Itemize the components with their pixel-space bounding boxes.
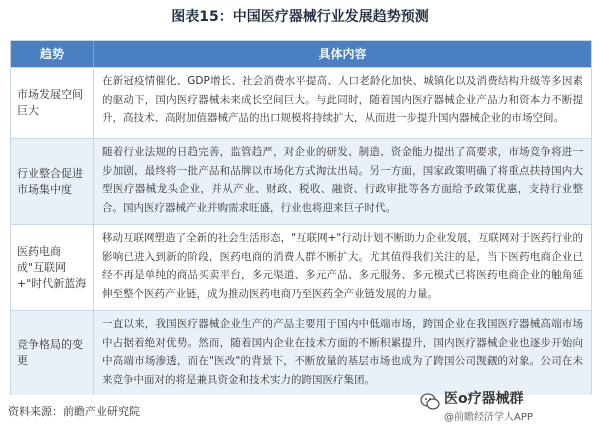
- trend-cell: 市场发展空间巨大: [17, 88, 83, 117]
- figure-title: 图表15：中国医疗器械行业发展趋势预测: [171, 9, 429, 25]
- content-cell: 移动互联网塑造了全新的社会生活形态，"互联网+"行动计划不断助力企业发展，互联网对于医药行业的影响已进入到新的阶段，医药电商的消费人群不断扩大。尤其值得我们关注的是，当下医药电商企业已经不再是单纯的商品买卖平台，多元渠道、多元产品、多元服务、多元模式已将医药电商企业的触角延伸至整个医药产业链，成为推动医药电商乃至医药全产业链发展的力量。: [93, 225, 591, 310]
- content-cell: 在新冠疫情催化、GDP增长、社会消费水平提高、人口老龄化加快、城镇化以及消费结构升级等多因素的驱动下，国内医疗器械未来成长空间巨大。与此同时，随着国内医疗器械企业产品力和资本力不断提升，高技术、高附加值器械产品的出口规模将持续扩大，从而进一步提升国内器械企业的市场空间。: [93, 68, 591, 138]
- source-note: 资料来源：前瞻产业研究院: [8, 405, 140, 418]
- trend-cell: 竞争格局的变更: [17, 338, 83, 367]
- table-row: [11, 224, 591, 310]
- wechat-bubble-icon: [420, 392, 440, 412]
- header-content: 具体内容: [93, 41, 591, 67]
- trend-cell: 行业整合促进市场集中度: [17, 166, 83, 196]
- content-cell: 一直以来，我国医疗器械企业生产的产品主要用于国内中低端市场，跨国企业在我国医疗器械高端市场中占据着绝对优势。然而，随着国内企业在技术方面的不断积累提升，国内医疗器械企业也逐步开始向中高端市场渗透，而在"医改"的背景下，不断放量的基层市场也成为了跨国公司觊觎的对象。公司在未来竞争中面对的将是兼具资金和技术实力的跨国医疗集团。: [93, 311, 591, 395]
- footer-logo: [420, 384, 590, 424]
- header-trend: 趋势: [39, 47, 64, 61]
- trend-table: [10, 40, 592, 395]
- logo-title: 医o疗器械群: [444, 391, 524, 407]
- table-row: [11, 67, 591, 138]
- table-header: [11, 41, 591, 67]
- table-row: [11, 310, 591, 395]
- table-row: [11, 138, 591, 224]
- trend-cell: 医药电商成"互联网+"时代新蓝海: [17, 244, 87, 290]
- logo-subtitle: @前瞻经济学人APP: [444, 412, 533, 423]
- content-cell: 随着行业法规的日趋完善，监管趋严，对企业的研发、制造、资金能力提出了高要求，市场竞争将进一步加剧，最终将一批产品和品牌以市场化方式淘汰出局。另一方面，国家政策明确了将重点扶持国内大型医疗器械龙头企业，并从产业、财政、税收、融资、行政审批等各方面给予政策优惠，支持行业整合。国内医疗器械产业并购需求旺盛，行业也将迎来巨子时代。: [93, 139, 591, 224]
